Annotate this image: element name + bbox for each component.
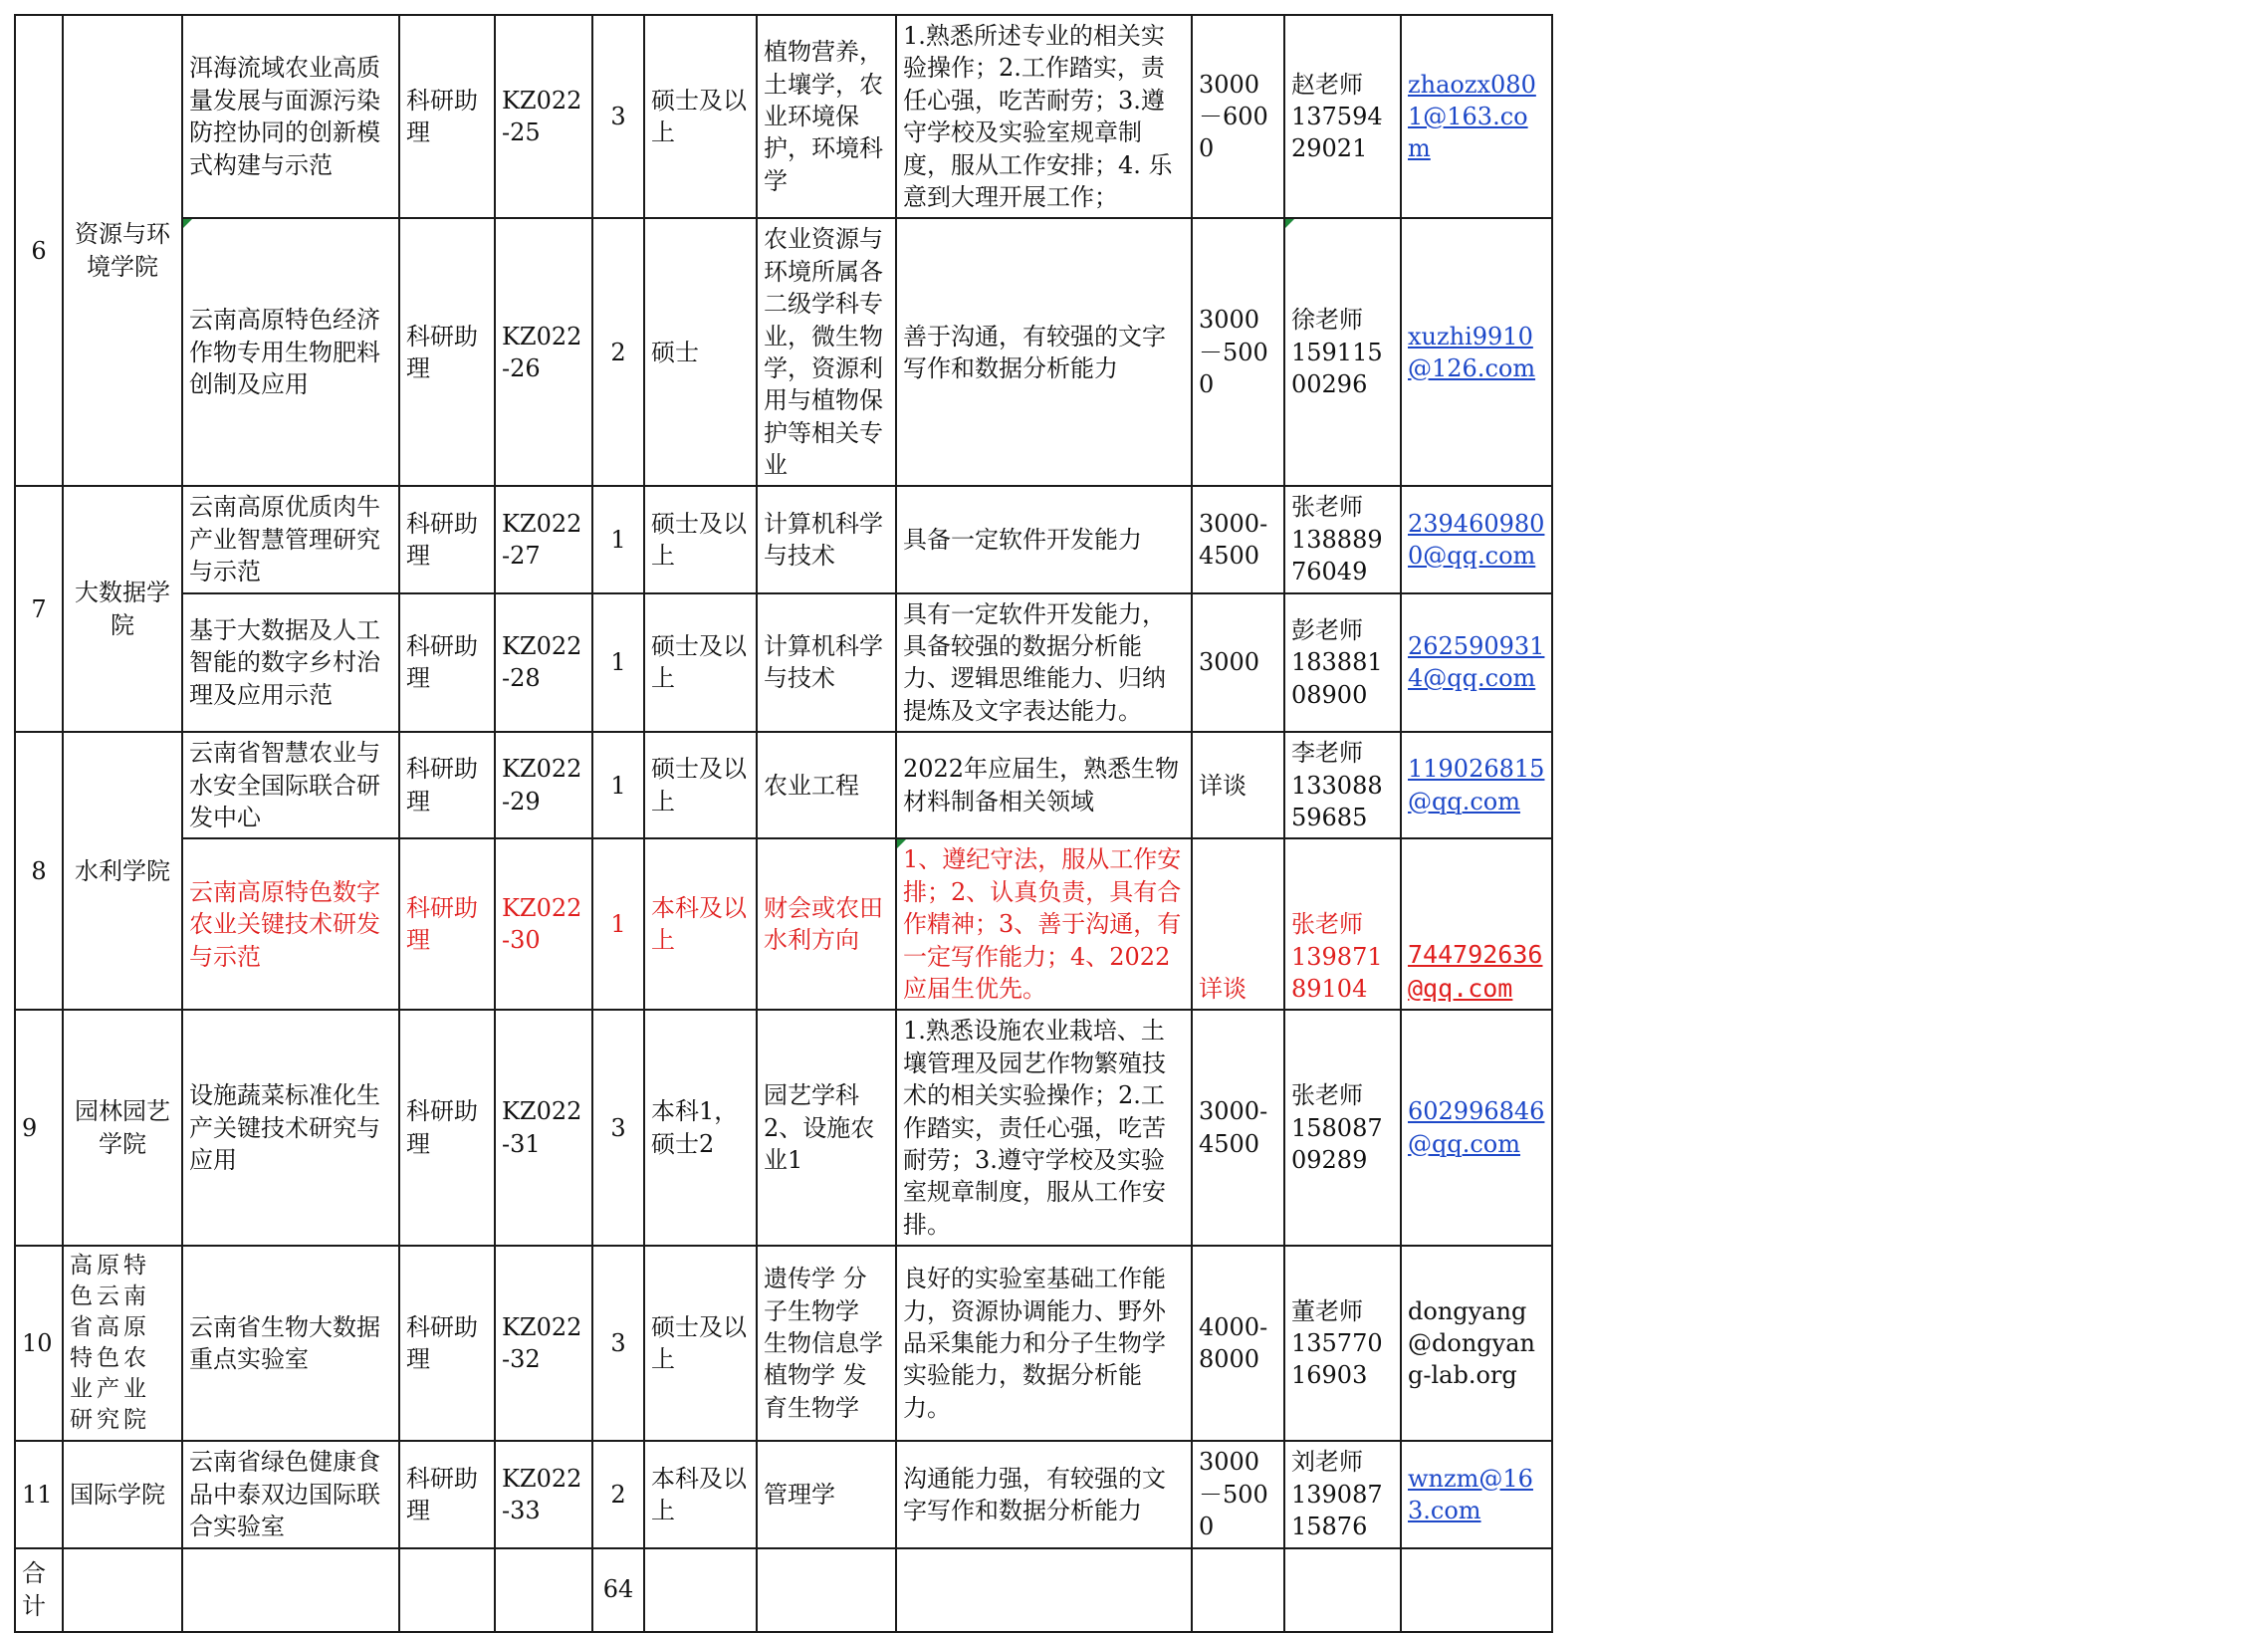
post-name: 科研助理 [399,218,495,486]
contact [1284,593,1401,733]
post-code: KZ022-29 [495,732,592,838]
empty-cell [644,1548,757,1632]
table-row [15,1441,1552,1547]
empty-cell [757,1548,896,1632]
post-name: 科研助理 [399,1246,495,1441]
email-cell [1401,732,1552,838]
post-name: 科研助理 [399,15,495,218]
education: 本科及以上 [644,1441,757,1547]
contact [1284,218,1401,486]
email-cell [1401,15,1552,218]
post-name: 科研助理 [399,838,495,1010]
department: 园林园艺学院 [63,1010,182,1246]
contact-name: 李老师 [1291,739,1363,768]
empty-cell [63,1548,182,1632]
headcount: 1 [592,838,644,1010]
contact-phone: 18388108900 [1291,648,1383,709]
requirements: 1.熟悉设施农业栽培、土壤管理及园艺作物繁殖技术的相关实验操作；2.工作踏实，责任心强，吃苦耐劳；3.遵守学校及实验室规章制度，服从工作安排。 [896,1010,1192,1246]
total-label: 合计 [15,1548,63,1632]
post-name: 科研助理 [399,1441,495,1547]
education: 硕士 [644,218,757,486]
salary: 3000-4500 [1192,1010,1284,1246]
project-name: 洱海流域农业高质量发展与面源污染防控协同的创新模式构建与示范 [182,15,399,218]
email-cell [1401,838,1552,1010]
total-count: 64 [592,1548,644,1632]
post-code: KZ022-30 [495,838,592,1010]
table-row [15,15,1552,218]
department: 资源与环境学院 [63,15,182,486]
major: 植物营养，土壤学，农业环境保护，环境科学 [757,15,896,218]
table-row [15,838,1552,1010]
headcount: 3 [592,1010,644,1246]
empty-cell [182,1548,399,1632]
empty-cell [1401,1548,1552,1632]
contact-name: 赵老师 [1291,70,1363,99]
project-name: 设施蔬菜标准化生产关键技术研究与应用 [182,1010,399,1246]
salary: 4000-8000 [1192,1246,1284,1441]
post-code: KZ022-28 [495,593,592,733]
education: 本科及以上 [644,838,757,1010]
department: 高原特色云南省高原特色农业产业研究院 [63,1246,182,1441]
email-link[interactable]: 602996846@qq.com [1408,1097,1545,1158]
row-number: 10 [15,1246,63,1441]
post-code: KZ022-32 [495,1246,592,1441]
education: 硕士及以上 [644,732,757,838]
contact-phone: 13759429021 [1291,102,1383,163]
salary: 3000 [1192,593,1284,733]
contact-name: 刘老师 [1291,1448,1363,1477]
education: 硕士及以上 [644,593,757,733]
post-name: 科研助理 [399,486,495,592]
email-link[interactable]: 2394609800@qq.com [1408,509,1545,571]
contact [1284,15,1401,218]
email-link[interactable]: 119026815@qq.com [1408,755,1545,816]
project-name: 云南高原优质肉牛产业智慧管理研究与示范 [182,486,399,592]
requirements: 2022年应届生，熟悉生物材料制备相关领域 [896,732,1192,838]
requirements: 具有一定软件开发能力，具备较强的数据分析能力、逻辑思维能力、归纳提炼及文字表达能力。 [896,593,1192,733]
post-code: KZ022-27 [495,486,592,592]
total-row [15,1548,1552,1632]
contact-phone: 15808709289 [1291,1113,1383,1174]
requirements: 良好的实验室基础工作能力，资源协调能力、野外品采集能力和分子生物学实验能力，数据分析能力。 [896,1246,1192,1441]
contact-phone: 15911500296 [1291,338,1383,399]
salary: 3000-4500 [1192,486,1284,592]
salary: 详谈 [1192,732,1284,838]
project-name: 基于大数据及人工智能的数字乡村治理及应用示范 [182,593,399,733]
major: 计算机科学与技术 [757,593,896,733]
contact-phone: 13908715876 [1291,1480,1383,1541]
empty-cell [399,1548,495,1632]
headcount: 2 [592,1441,644,1547]
major: 计算机科学与技术 [757,486,896,592]
post-code: KZ022-26 [495,218,592,486]
contact-phone: 13308859685 [1291,771,1383,831]
table-row [15,732,1552,838]
empty-cell [495,1548,592,1632]
salary: 3000－5000 [1192,218,1284,486]
row-number: 6 [15,15,63,486]
email-link[interactable]: zhaozx0801@163.com [1408,70,1536,163]
headcount: 3 [592,1246,644,1441]
contact-name: 张老师 [1291,1081,1363,1110]
contact [1284,1246,1401,1441]
project-name: 云南省绿色健康食品中泰双边国际联合实验室 [182,1441,399,1547]
email-cell [1401,593,1552,733]
department: 大数据学院 [63,486,182,732]
major: 农业工程 [757,732,896,838]
email-text: dongyang@dongyang-lab.org [1408,1296,1535,1390]
email-cell [1401,1010,1552,1246]
table-row [15,486,1552,592]
row-number: 11 [15,1441,63,1547]
contact-name: 徐老师 [1291,306,1363,335]
requirements: 沟通能力强，有较强的文字写作和数据分析能力 [896,1441,1192,1547]
contact-name: 董老师 [1291,1296,1363,1325]
post-code: KZ022-25 [495,15,592,218]
email-link[interactable]: 2625909314@qq.com [1408,632,1545,693]
post-code: KZ022-33 [495,1441,592,1547]
email-link[interactable]: xuzhi9910@126.com [1408,322,1536,382]
table-row [15,218,1552,486]
department: 国际学院 [63,1441,182,1547]
contact [1284,838,1401,1010]
project-name: 云南省智慧农业与水安全国际联合研发中心 [182,732,399,838]
email-cell [1401,486,1552,592]
email-link[interactable]: wnzm@163.com [1408,1464,1533,1524]
major: 遗传学 分子生物学 生物信息学 植物学 发育生物学 [757,1246,896,1441]
education: 本科1，硕士2 [644,1010,757,1246]
major: 农业资源与环境所属各二级学科专业，微生物学，资源利用与植物保护等相关专业 [757,218,896,486]
post-name: 科研助理 [399,1010,495,1246]
salary: 3000－6000 [1192,15,1284,218]
table-row [15,1246,1552,1441]
headcount: 1 [592,486,644,592]
post-name: 科研助理 [399,732,495,838]
recruitment-table [14,14,1553,1633]
row-number: 9 [15,1010,63,1246]
post-code: KZ022-31 [495,1010,592,1246]
contact-phone: 13987189104 [1291,942,1383,1003]
headcount: 1 [592,593,644,733]
requirements: 1、遵纪守法，服从工作安排；2、认真负责，具有合作精神；3、善于沟通，有一定写作能力；4、2022应届生优先。 [896,838,1192,1010]
post-name: 科研助理 [399,593,495,733]
email-cell [1401,1246,1552,1441]
empty-cell [896,1548,1192,1632]
email-link[interactable]: 744792636@qq.com [1408,939,1543,1003]
education: 硕士及以上 [644,486,757,592]
major: 财会或农田水利方向 [757,838,896,1010]
headcount: 3 [592,15,644,218]
project-name: 云南省生物大数据重点实验室 [182,1246,399,1441]
email-cell [1401,218,1552,486]
table-row [15,1010,1552,1246]
department: 水利学院 [63,732,182,1010]
table-row [15,593,1552,733]
major: 管理学 [757,1441,896,1547]
row-number: 8 [15,732,63,1010]
empty-cell [1284,1548,1401,1632]
contact [1284,732,1401,838]
contact-name: 彭老师 [1291,615,1363,644]
project-name: 云南高原特色数字农业关键技术研发与示范 [182,838,399,1010]
education: 硕士及以上 [644,15,757,218]
row-number: 7 [15,486,63,732]
contact-name: 张老师 [1291,910,1363,939]
contact [1284,1441,1401,1547]
contact-name: 张老师 [1291,493,1363,522]
requirements: 1.熟悉所述专业的相关实验操作；2.工作踏实，责任心强，吃苦耐劳；3.遵守学校及实验室规章制度，服从工作安排；4. 乐意到大理开展工作； [896,15,1192,218]
salary: 3000－5000 [1192,1441,1284,1547]
project-name: 云南高原特色经济作物专用生物肥料创制及应用 [182,218,399,486]
major: 园艺学科2、设施农业1 [757,1010,896,1246]
contact [1284,486,1401,592]
contact-phone: 13888976049 [1291,525,1383,586]
contact-phone: 13577016903 [1291,1329,1383,1390]
requirements: 具备一定软件开发能力 [896,486,1192,592]
empty-cell [1192,1548,1284,1632]
email-cell [1401,1441,1552,1547]
headcount: 2 [592,218,644,486]
requirements: 善于沟通，有较强的文字写作和数据分析能力 [896,218,1192,486]
education: 硕士及以上 [644,1246,757,1441]
salary: 详谈 [1192,838,1284,1010]
contact [1284,1010,1401,1246]
headcount: 1 [592,732,644,838]
